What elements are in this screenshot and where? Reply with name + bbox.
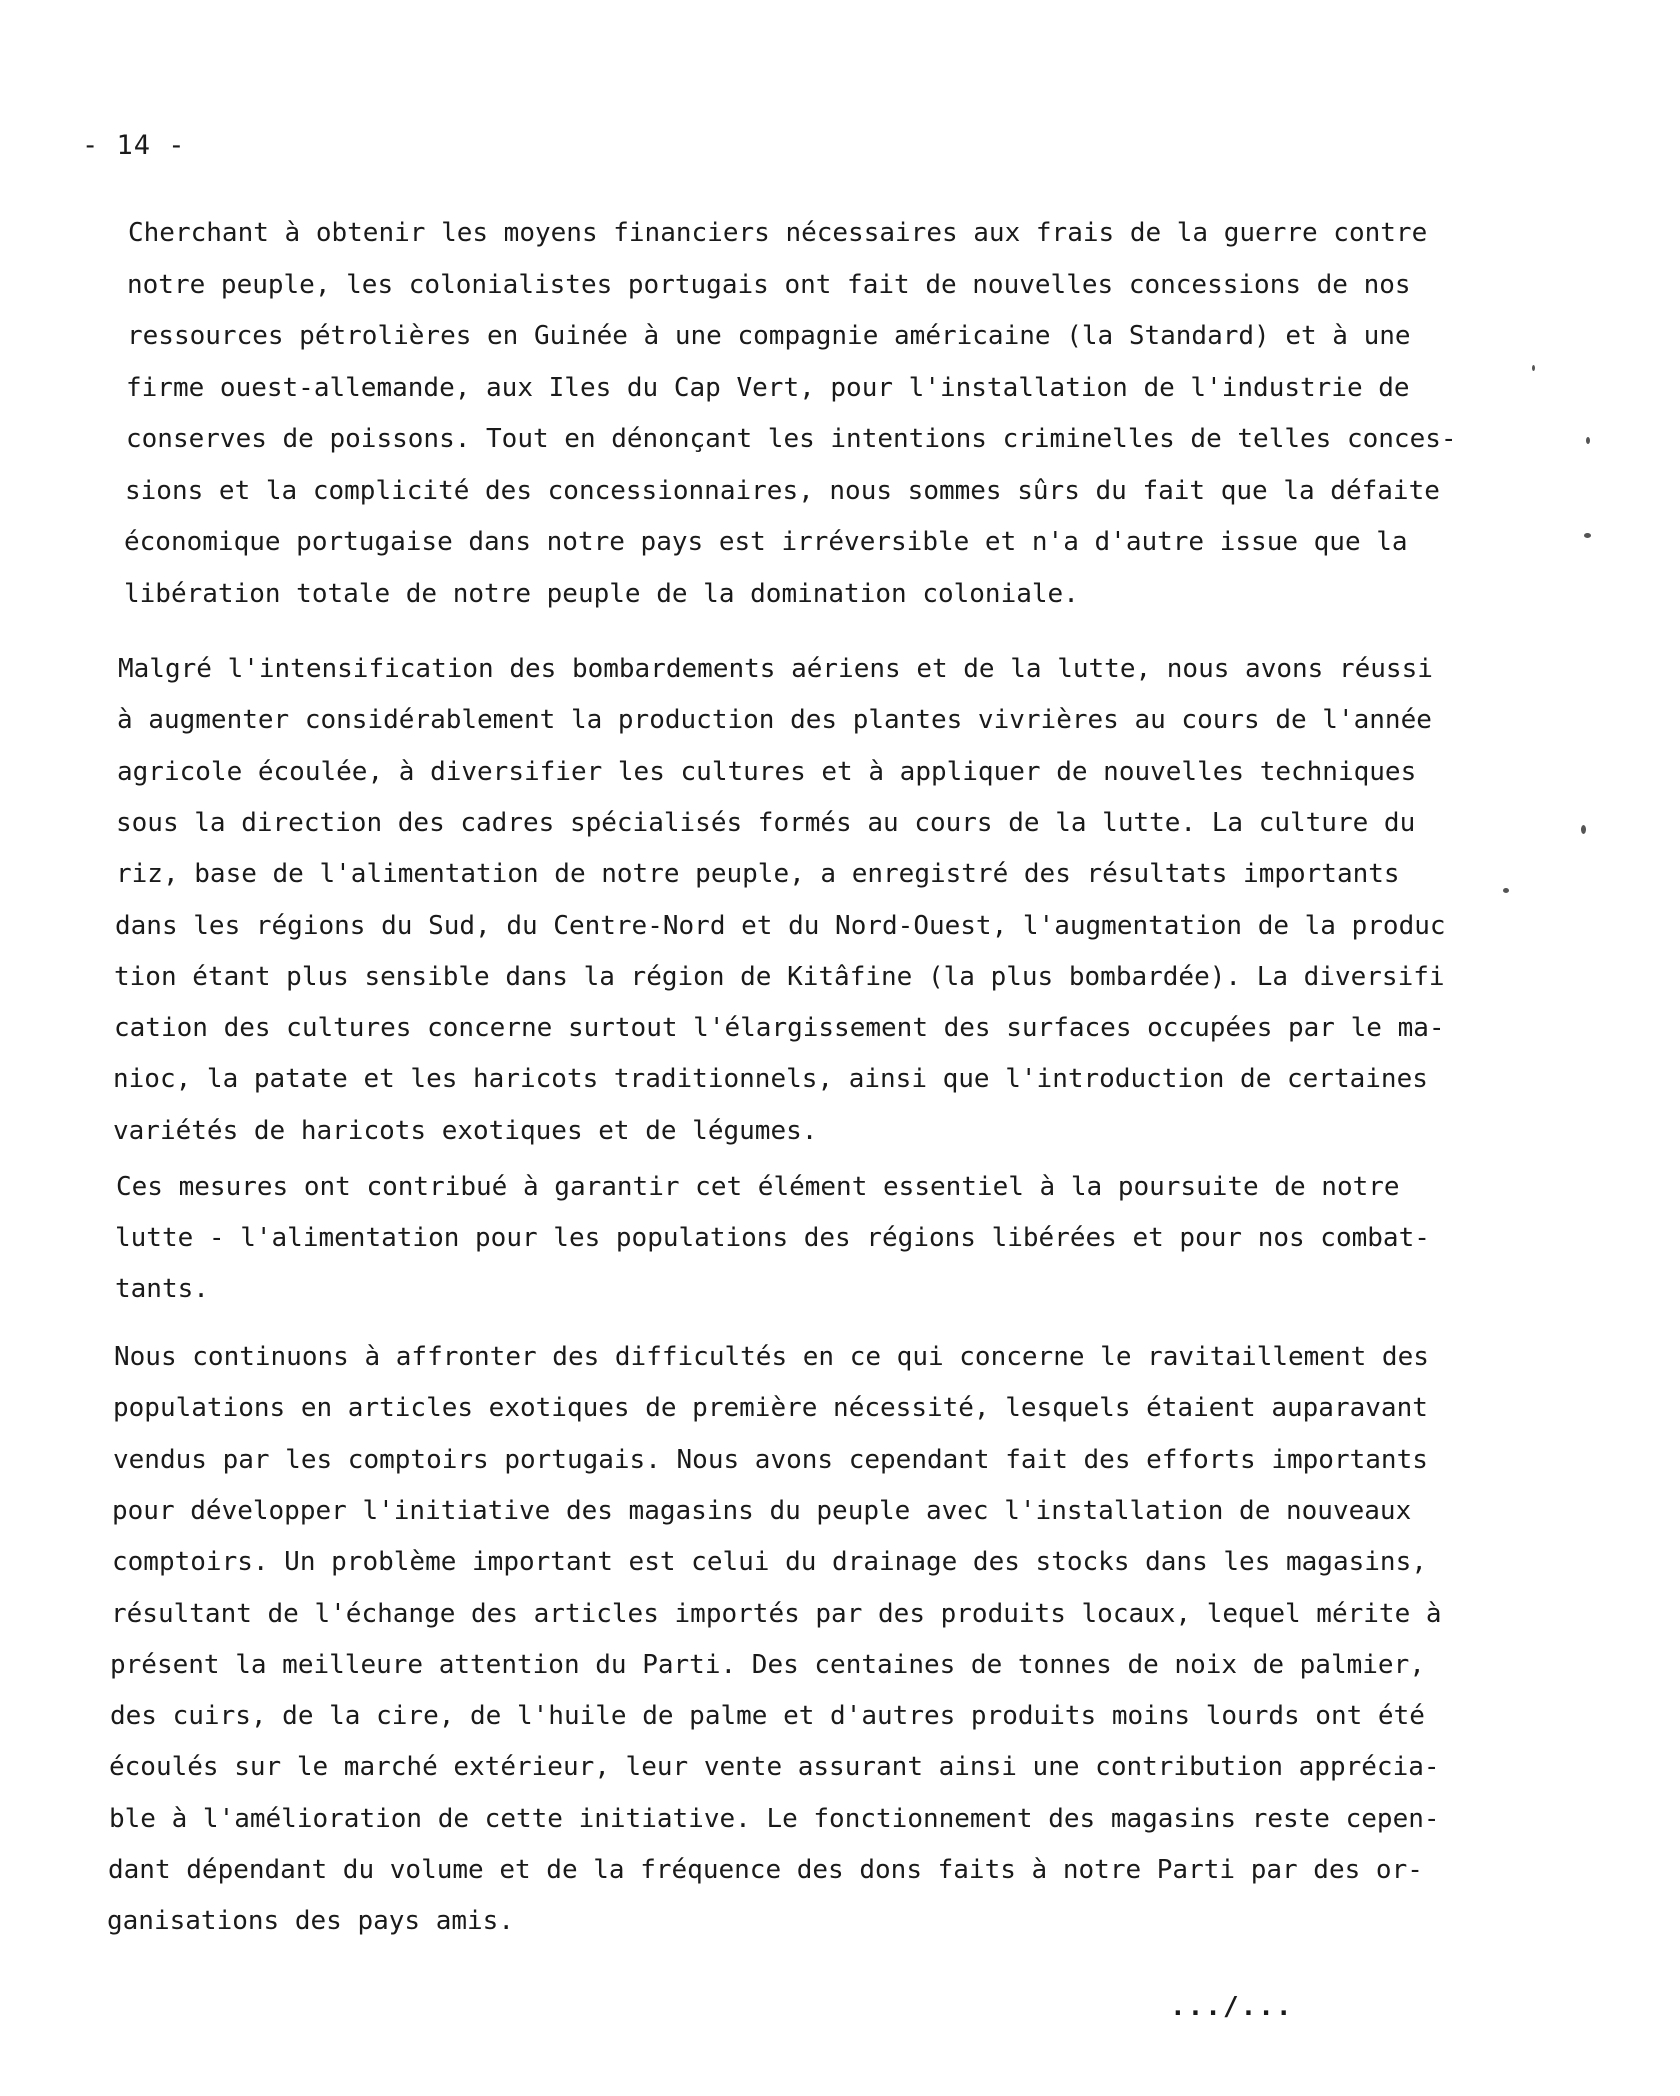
scan-speck	[1532, 365, 1535, 371]
text-line: sions et la complicité des concessionnaires, nous sommes sûrs du fait que la défaite	[125, 475, 1440, 506]
text-line: des cuirs, de la cire, de l'huile de palme et d'autres produits moins lourds ont été	[110, 1701, 1425, 1732]
text-line: conserves de poissons. Tout en dénonçant les intentions criminelles de telles conces-	[126, 424, 1457, 454]
text-line: ressources pétrolières en Guinée à une compagnie américaine (la Standard) et à une	[127, 321, 1411, 351]
text-line: sous la direction des cadres spécialisés formés au cours de la lutte. La culture du	[116, 807, 1416, 838]
continuation-mark: .../...	[1170, 1992, 1294, 2022]
scan-speck	[1584, 533, 1591, 538]
text-line: pour développer l'initiative des magasins du peuple avec l'installation de nouveaux	[112, 1495, 1412, 1526]
text-line: ganisations des pays amis.	[107, 1906, 514, 1937]
text-line: comptoirs. Un problème important est celui du drainage des stocks dans les magasins,	[112, 1547, 1427, 1578]
text-line: présent la meilleure attention du Parti. Des centaines de tonnes de noix de palmier,	[110, 1649, 1425, 1680]
text-line: notre peuple, les colonialistes portugais ont fait de nouvelles concessions de nos	[127, 269, 1411, 300]
text-line: Malgré l'intensification des bombardements aériens et de la lutte, nous avons réussi	[118, 654, 1433, 684]
scan-speck	[1503, 888, 1509, 893]
page-number: - 14 -	[82, 130, 186, 161]
text-line: nioc, la patate et les haricots traditionnels, ainsi que l'introduction de certaines	[113, 1064, 1428, 1095]
text-line: ble à l'amélioration de cette initiative. Le fonctionnement des magasins reste cepen-	[109, 1803, 1440, 1834]
text-line: à augmenter considérablement la production des plantes vivrières au cours de l'année	[117, 705, 1432, 736]
text-line: cation des cultures concerne surtout l'élargissement des surfaces occupées par le ma-	[114, 1013, 1445, 1044]
text-line: tion étant plus sensible dans la région de Kitâfine (la plus bombardée). La diversifi	[114, 961, 1445, 992]
text-line: populations en articles exotiques de première nécessité, lesquels étaient auparavant	[113, 1393, 1428, 1424]
text-line: firme ouest-allemande, aux Iles du Cap Vert, pour l'installation de l'industrie de	[126, 372, 1410, 403]
text-line: vendus par les comptoirs portugais. Nous avons cependant fait des efforts importants	[113, 1444, 1428, 1475]
text-line: libération totale de notre peuple de la domination coloniale.	[124, 578, 1079, 609]
scan-speck	[1586, 437, 1590, 444]
scan-speck	[1581, 825, 1586, 834]
text-line: Nous continuons à affronter des difficultés en ce qui concerne le ravitaillement des	[114, 1342, 1429, 1372]
text-line: agricole écoulée, à diversifier les cultures et à appliquer de nouvelles techniques	[117, 756, 1417, 787]
text-line: lutte - l'alimentation pour les populations des régions libérées et pour nos combat-	[115, 1223, 1430, 1253]
text-line: dant dépendant du volume et de la fréquence des dons faits à notre Parti par des or-	[108, 1855, 1423, 1885]
text-line: résultant de l'échange des articles importés par des produits locaux, lequel mérite à	[111, 1598, 1442, 1629]
text-line: Cherchant à obtenir les moyens financiers nécessaires aux frais de la guerre contre	[128, 218, 1428, 248]
text-line: économique portugaise dans notre pays est irréversible et n'a d'autre issue que la	[124, 527, 1408, 557]
text-line: Ces mesures ont contribué à garantir cet élément essentiel à la poursuite de notre	[116, 1172, 1400, 1202]
text-line: écoulés sur le marché extérieur, leur vente assurant ainsi une contribution apprécia-	[109, 1752, 1440, 1783]
text-line: variétés de haricots exotiques et de légumes.	[113, 1115, 818, 1146]
text-line: tants.	[115, 1274, 209, 1304]
text-line: riz, base de l'alimentation de notre peuple, a enregistré des résultats importants	[116, 859, 1400, 890]
text-line: dans les régions du Sud, du Centre-Nord et du Nord-Ouest, l'augmentation de la produc	[115, 910, 1446, 941]
